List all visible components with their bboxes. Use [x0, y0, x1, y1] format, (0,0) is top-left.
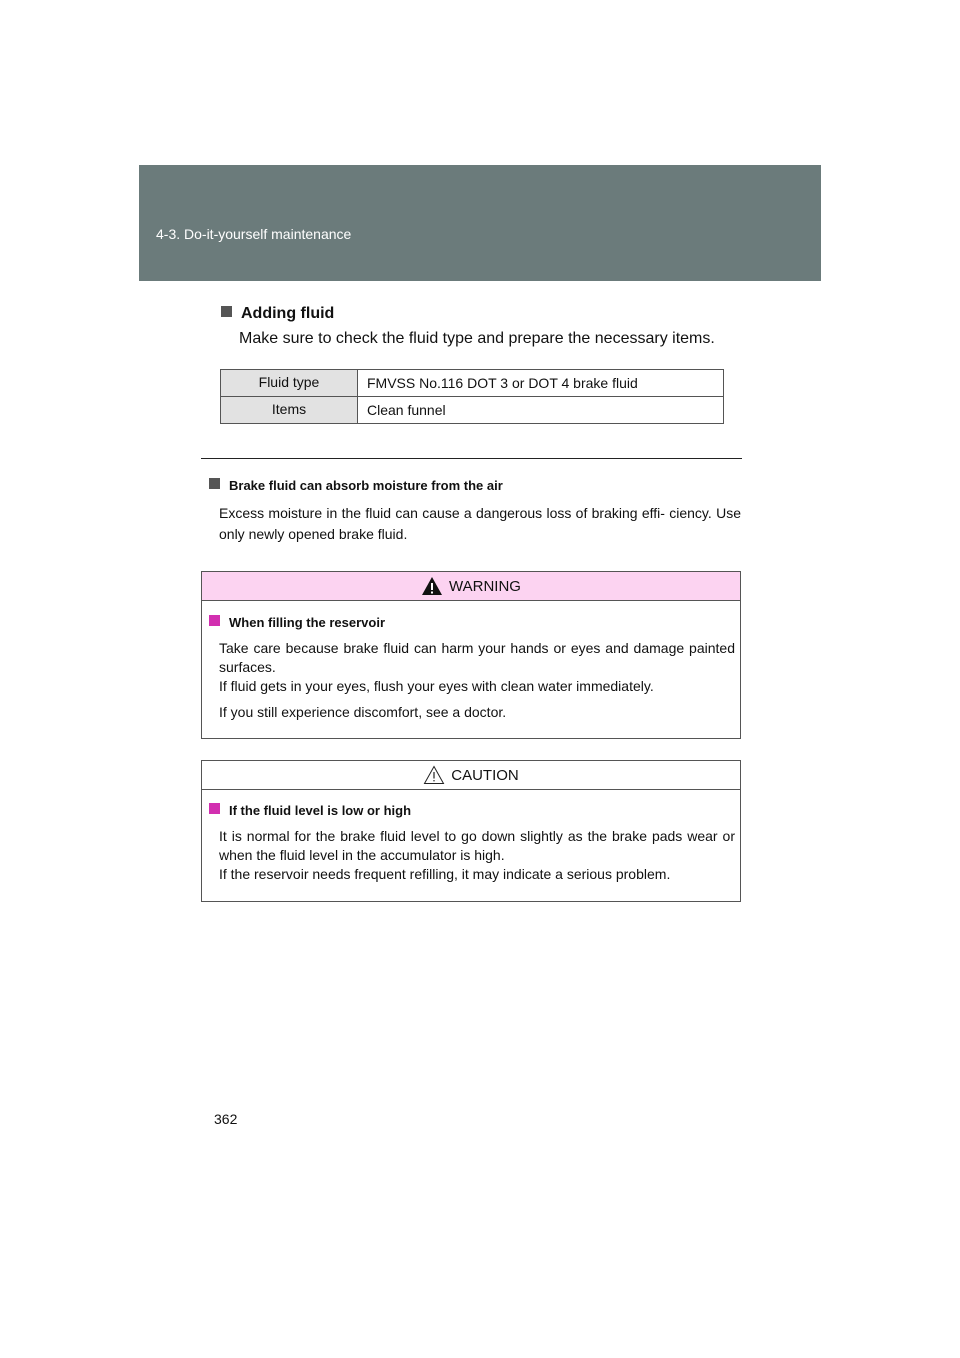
- caution-heading-text: If the fluid level is low or high: [229, 803, 412, 818]
- caution-title: CAUTION: [451, 766, 519, 784]
- note-heading-text: Brake fluid can absorb moisture from the air: [229, 478, 503, 493]
- warning-paragraph: If fluid gets in your eyes, flush your eyes with clean water immediately.: [219, 678, 654, 694]
- warning-title: WARNING: [449, 577, 521, 595]
- table-row: [221, 370, 724, 397]
- warning-heading-text: When filling the reservoir: [229, 615, 386, 630]
- table-value-cell: FMVSS No.116 DOT 3 or DOT 4 brake fluid: [358, 370, 724, 397]
- section-title: 4-3. Do-it-yourself maintenance: [156, 226, 352, 242]
- table-label-cell: Fluid type: [221, 370, 358, 397]
- warning-paragraph: If you still experience discomfort, see a doctor.: [219, 704, 507, 720]
- warning-box: [201, 571, 741, 739]
- caution-box: [201, 760, 741, 902]
- adding-fluid-heading-text: Adding fluid: [241, 305, 335, 322]
- section-header: [139, 165, 821, 281]
- caution-heading: [209, 803, 411, 818]
- note-heading: [209, 478, 503, 493]
- caution-triangle-outline-icon: [423, 765, 445, 785]
- warning-title-bar: [202, 572, 740, 601]
- square-bullet-icon: [221, 306, 232, 317]
- square-bullet-icon: [209, 478, 220, 489]
- warning-heading: [209, 615, 385, 630]
- table-row: [221, 397, 724, 424]
- divider: [201, 458, 742, 459]
- caution-title-bar: [202, 761, 740, 790]
- warning-paragraph: Take care because brake fluid can harm your hands or eyes and damage painted surfaces.: [219, 640, 735, 675]
- page-number: 362: [214, 1111, 238, 1127]
- table-value-cell: Clean funnel: [358, 397, 724, 424]
- caution-paragraph: If the reservoir needs frequent refilling, it may indicate a serious problem.: [219, 866, 671, 882]
- warning-triangle-filled-icon: [421, 576, 443, 596]
- fluid-table: [220, 369, 724, 424]
- table-label-cell: Items: [221, 397, 358, 424]
- square-bullet-icon: [209, 803, 220, 814]
- caution-paragraph: It is normal for the brake fluid level to go down slightly as the brake pads wear or when the fluid level in the accumulator is high.: [219, 828, 735, 863]
- square-bullet-icon: [209, 615, 220, 626]
- adding-fluid-text: Make sure to check the fluid type and prepare the necessary items.: [239, 330, 715, 347]
- adding-fluid-heading: [221, 305, 334, 323]
- note-text: Excess moisture in the fluid can cause a dangerous loss of braking effi- ciency. Use only newly opened brake fluid.: [219, 505, 741, 542]
